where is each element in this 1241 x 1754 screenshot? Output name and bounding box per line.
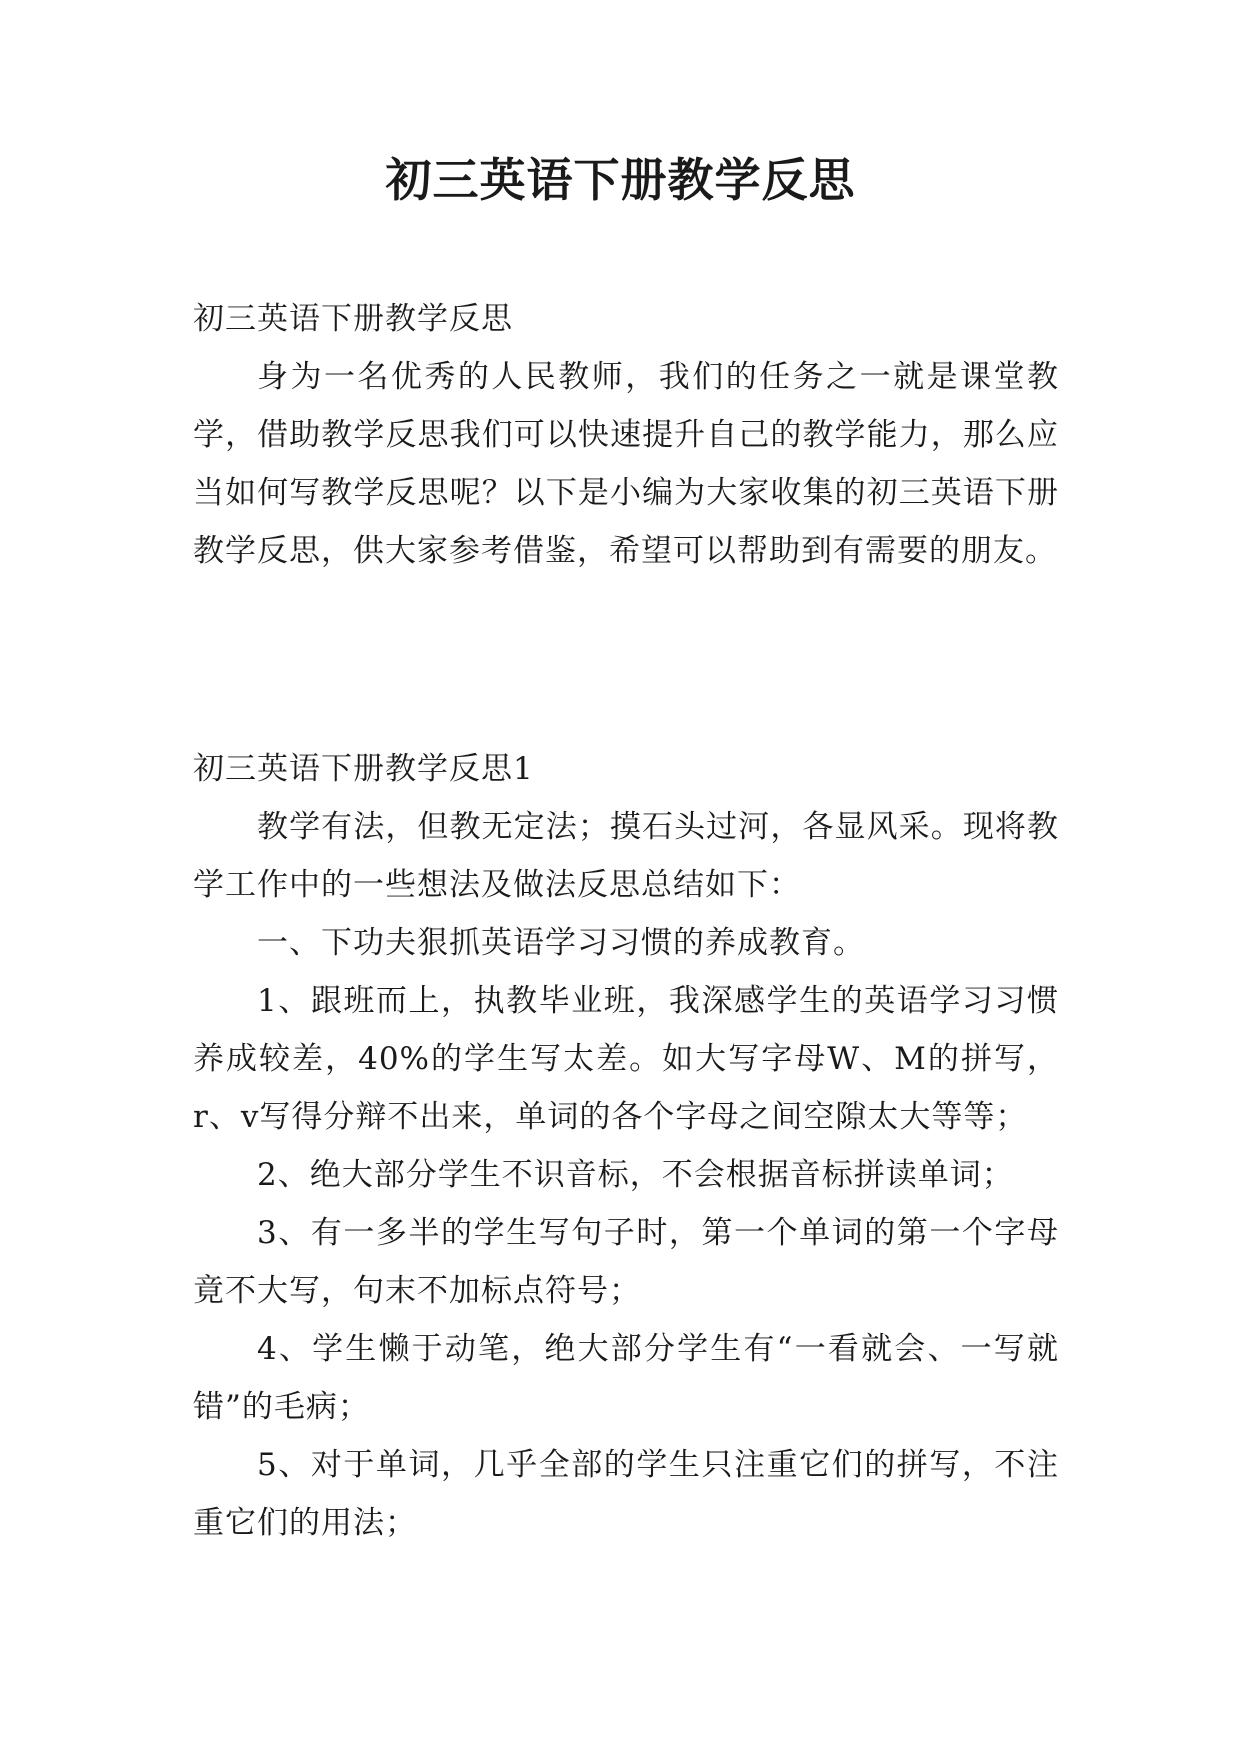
section-paragraph: 1、跟班而上，执教毕业班，我深感学生的英语学习习惯养成较差，40%的学生写太差。如大写字母W、M的拼写，r、v写得分辩不出来，单词的各个字母之间空隙太大等等； — [193, 983, 1059, 1135]
section-paragraph: 教学有法，但教无定法；摸石头过河，各显风采。现将教学工作中的一些想法及做法反思总结如下： — [193, 809, 1059, 903]
section-paragraph: 2、绝大部分学生不识音标，不会根据音标拼读单词； — [257, 1157, 1014, 1193]
document-title: 初三英语下册教学反思 — [385, 153, 856, 207]
document-body — [193, 290, 1059, 1552]
section-paragraph: 3、有一多半的学生写句子时，第一个单词的第一个字母竟不大写，句末不加标点符号； — [193, 1215, 1059, 1309]
section-paragraph: 5、对于单词，几乎全部的学生只注重它们的拼写，不注重它们的用法； — [193, 1447, 1059, 1541]
intro-paragraph: 身为一名优秀的人民教师，我们的任务之一就是课堂教学，借助教学反思我们可以快速提升自己的教学能力，那么应当如何写教学反思呢？以下是小编为大家收集的初三英语下册教学反思，供大家参考借鉴，希望可以帮助到有需要的朋友。 — [193, 359, 1059, 569]
section-paragraph: 4、学生懒于动笔，绝大部分学生有“一看就会、一写就错”的毛病； — [193, 1331, 1059, 1425]
section-spacer — [193, 580, 1059, 740]
intro-heading: 初三英语下册教学反思 — [193, 301, 513, 337]
section-paragraph: 一、下功夫狠抓英语学习习惯的养成教育。 — [257, 925, 865, 961]
section-heading: 初三英语下册教学反思1 — [193, 751, 534, 787]
